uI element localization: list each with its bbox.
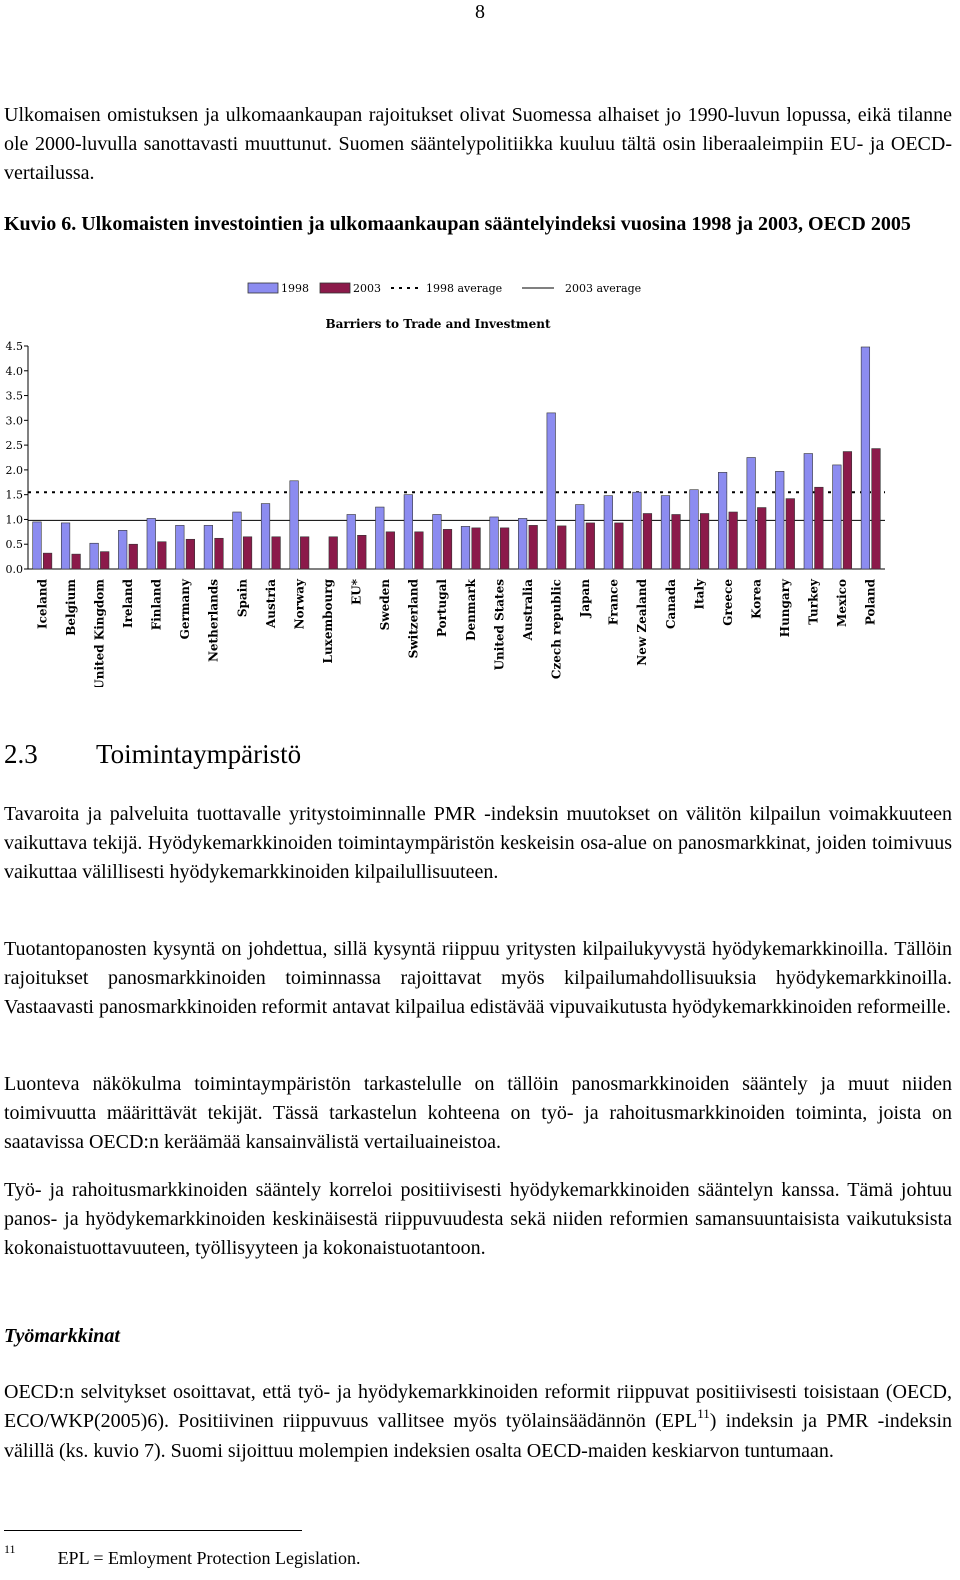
x-tick-label: Portugal bbox=[435, 579, 450, 638]
bar-2003 bbox=[729, 512, 738, 569]
bar-1998 bbox=[518, 518, 527, 569]
x-tick-label: United States bbox=[492, 579, 507, 671]
bar-2003 bbox=[272, 537, 281, 569]
bar-1998 bbox=[433, 514, 442, 569]
x-tick-label: Mexico bbox=[835, 579, 850, 627]
x-tick-label: Denmark bbox=[463, 579, 478, 641]
bar-1998 bbox=[461, 526, 470, 569]
x-tick-label: Greece bbox=[720, 579, 735, 626]
x-tick-label: Austria bbox=[263, 579, 278, 628]
x-tick-label: Czech republic bbox=[549, 579, 564, 680]
bar-1998 bbox=[547, 413, 556, 569]
bar-2003 bbox=[815, 487, 824, 569]
paragraph-4: Työ- ja rahoitusmarkkinoiden sääntely korreloi positiivisesti hyödykemarkkinoiden sääntelyn kanssa. Tämä johtuu panos- ja hyödykemarkkinoiden keskinäisestä riippuvuudesta sekä niiden reformien samansuuntaisista vaikutuksista kokonaistuottavuuteen, työllisyyteen ja kokonaistuotantoon. bbox=[4, 1179, 952, 1259]
bar-2003 bbox=[300, 537, 309, 569]
bar-2003 bbox=[100, 552, 109, 569]
bar-2003 bbox=[443, 529, 452, 569]
bar-1998 bbox=[204, 525, 213, 569]
footnote bbox=[4, 1541, 361, 1570]
y-tick-label: 0.5 bbox=[5, 538, 23, 552]
bar-2003 bbox=[215, 538, 224, 569]
bar-2003 bbox=[386, 532, 395, 569]
x-tick-label: Spain bbox=[235, 579, 250, 618]
figure-caption: Kuvio 6. Ulkomaisten investointien ja ulkomaankaupan sääntelyindeksi vuosina 1998 ja 2003, OECD 2005 bbox=[4, 213, 911, 235]
bar-2003 bbox=[472, 528, 481, 569]
x-tick-label: Canada bbox=[663, 579, 678, 629]
bar-2003 bbox=[615, 523, 624, 569]
bar-1998 bbox=[376, 507, 385, 569]
bar-2003 bbox=[786, 499, 795, 569]
x-tick-label: United Kingdom bbox=[92, 579, 107, 687]
bar-2003 bbox=[243, 537, 252, 569]
section-heading bbox=[4, 736, 301, 772]
bar-1998 bbox=[775, 471, 784, 569]
bar-1998 bbox=[118, 530, 127, 569]
x-tick-label: Iceland bbox=[35, 579, 50, 630]
bar-1998 bbox=[490, 517, 499, 569]
page-number: 8 bbox=[475, 1, 485, 23]
x-tick-label: EU* bbox=[349, 579, 364, 605]
bar-1998 bbox=[261, 504, 270, 569]
intro-paragraph: Ulkomaisen omistuksen ja ulkomaankaupan rajoitukset olivat Suomessa alhaiset jo 1990-luvun lopussa, eikä tilanne ole 2000-luvulla sanottavasti muuttunut. Suomen sääntelypolitiikka kuuluu tältä osin liberaaleimpiin EU- ja OECD-vertailussa. bbox=[4, 104, 952, 184]
bar-1998 bbox=[718, 472, 727, 569]
x-tick-label: Sweden bbox=[378, 579, 393, 631]
bar-1998 bbox=[33, 522, 42, 569]
bar-2003 bbox=[500, 528, 509, 569]
x-tick-label: Belgium bbox=[63, 579, 78, 636]
y-tick-label: 2.0 bbox=[5, 463, 23, 477]
bar-1998 bbox=[604, 496, 613, 569]
chart-svg bbox=[0, 272, 900, 687]
bar-1998 bbox=[633, 492, 642, 569]
legend-label-2003-average: 2003 average bbox=[565, 282, 642, 295]
legend-label-1998: 1998 bbox=[281, 282, 309, 295]
paragraph-5-part2: ) indeksin ja PMR -indeksin välillä (ks. kuvio 7). Suomi sijoittuu molempien indeksien osalta OECD-maiden keskiarvon tuntumaan. bbox=[4, 1410, 953, 1462]
bar-1998 bbox=[833, 465, 842, 569]
section-title: Toimintaympäristö bbox=[96, 739, 302, 769]
bar-2003 bbox=[158, 542, 167, 569]
bar-1998 bbox=[233, 512, 242, 569]
paragraph-5 bbox=[4, 1378, 952, 1466]
footnote-text: EPL = Emloyment Protection Legislation. bbox=[57, 1548, 361, 1568]
bar-1998 bbox=[90, 543, 99, 569]
section-number: 2.3 bbox=[4, 739, 38, 769]
bar-1998 bbox=[575, 505, 584, 569]
chart-title: Barriers to Trade and Investment bbox=[325, 317, 551, 331]
x-tick-label: Turkey bbox=[806, 579, 821, 625]
y-tick-label: 3.5 bbox=[5, 389, 23, 403]
legend-label-1998-average: 1998 average bbox=[426, 282, 503, 295]
y-tick-label: 3.0 bbox=[5, 414, 23, 428]
bar-2003 bbox=[557, 526, 566, 569]
bar-1998 bbox=[147, 518, 156, 569]
bar-2003 bbox=[757, 508, 766, 569]
bar-2003 bbox=[672, 514, 681, 569]
bar-1998 bbox=[747, 458, 756, 570]
bar-2003 bbox=[529, 525, 538, 569]
footnote-number: 11 bbox=[4, 1542, 16, 1556]
x-tick-label: Korea bbox=[749, 579, 764, 619]
x-tick-label: Germany bbox=[178, 579, 193, 640]
paragraph-5-part1: OECD:n selvitykset osoittavat, että työ- ja hyödykemarkkinoiden reformit riippuvat positiivisesti toisistaan (OECD, ECO/WKP(2005)6). Positiivinen riippuvuus vallitsee myös työlainsäädännön (EPL bbox=[4, 1381, 952, 1432]
bar-1998 bbox=[861, 347, 870, 569]
chart-legend bbox=[248, 282, 641, 295]
y-tick-label: 0.0 bbox=[5, 563, 23, 576]
y-tick-label: 4.0 bbox=[5, 364, 23, 378]
bar-2003 bbox=[700, 513, 709, 569]
paragraph-3: Luonteva näkökulma toimintaympäristön tarkastelulle on tällöin panosmarkkinoiden sääntely ja muut niiden toimivuutta määrittävät tekijät. Tässä tarkastelun kohteena on työ- ja rahoitusmarkkinoiden toiminta, joista on saatavissa OECD:n keräämää kansainvälistä vertailuaineistoa. bbox=[4, 1073, 952, 1153]
bar-2003 bbox=[843, 452, 852, 569]
bar-1998 bbox=[804, 454, 813, 569]
x-tick-label: Hungary bbox=[778, 579, 793, 638]
bar-2003 bbox=[358, 535, 367, 569]
bar-2003 bbox=[43, 553, 52, 569]
bar-2003 bbox=[586, 523, 595, 569]
x-tick-label: Luxembourg bbox=[320, 579, 335, 664]
x-tick-label: Norway bbox=[292, 579, 307, 630]
bar-2003 bbox=[872, 449, 881, 569]
footnote-separator bbox=[4, 1530, 302, 1531]
x-tick-label: New Zealand bbox=[635, 579, 650, 666]
y-tick-label: 2.5 bbox=[5, 439, 23, 453]
x-tick-label: Italy bbox=[692, 579, 707, 610]
y-tick-label: 1.5 bbox=[5, 488, 23, 502]
bar-2003 bbox=[415, 532, 424, 569]
barriers-chart bbox=[0, 272, 900, 687]
bar-2003 bbox=[129, 544, 138, 569]
subheading-tyomarkkinat: Työmarkkinat bbox=[4, 1325, 120, 1347]
bar-1998 bbox=[347, 514, 356, 569]
bar-2003 bbox=[72, 554, 81, 569]
x-tick-label: Netherlands bbox=[206, 579, 221, 663]
footnote-reference: 11 bbox=[697, 1406, 710, 1421]
bar-2003 bbox=[643, 513, 652, 569]
y-tick-label: 1.0 bbox=[5, 513, 23, 527]
bar-2003 bbox=[329, 537, 338, 569]
paragraph-1: Tavaroita ja palveluita tuottavalle yritystoiminnalle PMR -indeksin muutokset on välitön kilpailun voimakkuuteen vaikuttava tekijä. Hyödykemarkkinoiden toimintaympäristön keskeisin osa-alue on panosmarkkinat, joiden toimivuus vaikuttaa välillisesti hyödykemarkkinoiden kilpailullisuuteen. bbox=[4, 803, 952, 883]
bar-1998 bbox=[661, 496, 670, 569]
legend-swatch-2003 bbox=[320, 283, 350, 293]
x-tick-label: Finland bbox=[149, 579, 164, 631]
bar-1998 bbox=[290, 481, 299, 569]
x-tick-label: Australia bbox=[520, 579, 535, 641]
x-tick-label: Ireland bbox=[120, 579, 135, 629]
x-tick-label: France bbox=[606, 579, 621, 626]
legend-label-2003: 2003 bbox=[353, 282, 381, 295]
bar-1998 bbox=[61, 523, 70, 569]
bar-1998 bbox=[404, 495, 413, 569]
x-tick-label: Poland bbox=[863, 579, 878, 626]
x-tick-label: Switzerland bbox=[406, 579, 421, 659]
bar-1998 bbox=[176, 525, 185, 569]
x-tick-label: Japan bbox=[578, 579, 593, 618]
bar-2003 bbox=[186, 539, 195, 569]
paragraph-2: Tuotantopanosten kysyntä on johdettua, sillä kysyntä riippuu yritysten kilpailukyvystä hyödykemarkkinoilla. Tällöin rajoitukset panosmarkkinoiden toiminnassa rajoittavat myös kilpailumahdollisuuksia hyödykemarkkinoilla. Vastaavasti panosmarkkinoiden reformit antavat kilpailua edistävää vipuvaikutusta hyödykemarkkinoiden reformeille. bbox=[4, 938, 952, 1018]
y-tick-label: 4.5 bbox=[5, 340, 23, 353]
bar-1998 bbox=[690, 490, 699, 569]
legend-swatch-1998 bbox=[248, 283, 278, 293]
